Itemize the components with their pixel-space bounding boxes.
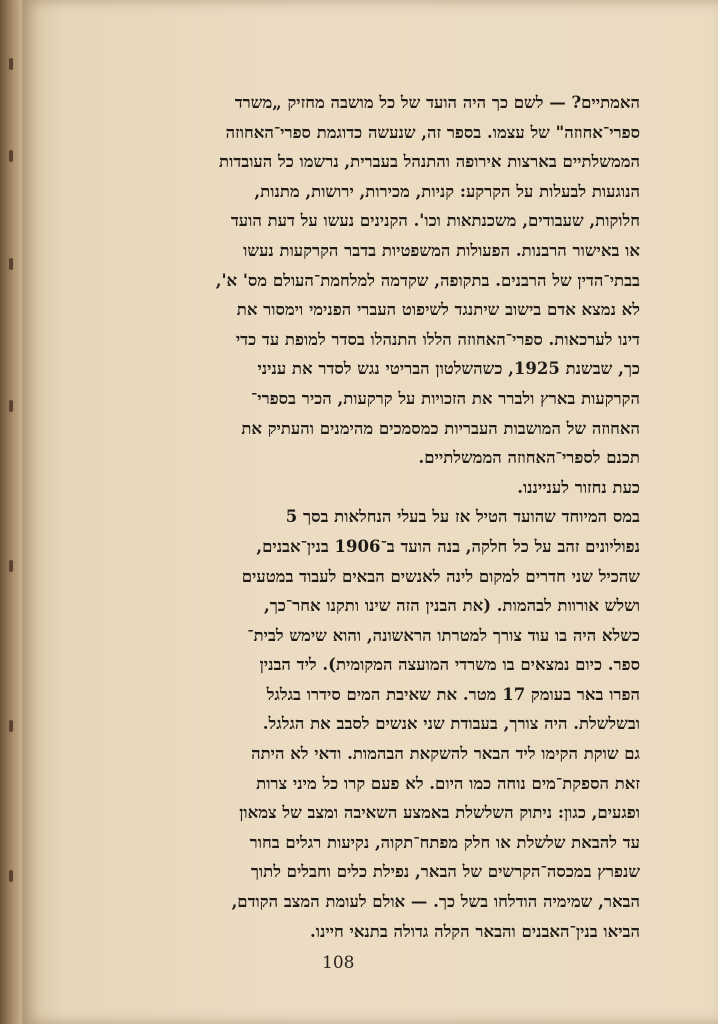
text-line: במס המיוחד שהועד הטיל אז על בעלי הנחלאות בסך 5	[285, 507, 640, 527]
text-line: גם שוקת הקימו ליד הבאר להשקאת הבהמות. ודאי לא היתה	[251, 744, 640, 764]
text-line: דינו לערכאות. ספרי־האחוזה הללו התנהלו בסדר למופת עד כדי	[235, 329, 640, 349]
text-line: ובשלשלת. היה צורך, בעבודת שני אנשים לסבב את הגלגל.	[262, 714, 640, 734]
text-line: כך, שבשנת 1925, כשהשלטון הבריטי נגש לסדר את עניני	[257, 359, 640, 379]
text-line: הממשלתיים בארצות אירופה והתנהל בעברית, נרשמו כל העובדות	[219, 152, 640, 172]
text-line: זאת הספקת־מים נוחה כמו היום. לא פעם קרו כל מיני צרות	[256, 773, 640, 793]
book-page	[22, 0, 718, 1024]
text-line: כשלא היה בו עוד צורך למטרתו הראשונה, והוא שימש לבית־	[247, 625, 640, 645]
text-line: ופגעים, כגון: ניתוק השלשלת באמצע השאיבה ומצב של צמאון	[239, 803, 640, 823]
text-line: לא נמצא אדם בישוב שיתנגד לשיפוט העברי הפנימי וימסור את	[236, 300, 640, 320]
text-line: האמתיים? — לשם כך היה הועד של כל מושבה מחזיק „משרד	[234, 93, 640, 112]
text-line: הפרו באר בעומק 17 מטר. את שאיבת המים סידרו בגלגל	[266, 684, 640, 704]
text-line: חלוקות, שעבודים, משכנתאות וכו'. הקנינים נעשו על דעת הועד	[230, 211, 640, 231]
binding-stitch	[9, 258, 13, 270]
text-line: או באישור הרבנות. הפעולות המשפטיות בדבר הקרקעות נעשו	[243, 240, 640, 260]
binding-stitch	[9, 560, 13, 572]
binding-stitch	[9, 400, 13, 412]
binding-stitch	[9, 870, 13, 882]
text-line: תכנם לספרי־האחוזה הממשלתיים.	[418, 448, 640, 468]
text-line: האחוזה של המושבות העבריות כמסמכים מהימנים והעתיק את	[241, 418, 640, 438]
page-number: 108	[322, 953, 355, 973]
binding-stitch	[9, 58, 13, 70]
text-line: הקרקעות בארץ ולברר את הזכויות על קרקעות, הכיר בספרי־	[250, 388, 640, 408]
text-line: שהכיל שני חדרים למקום לינה לאנשים הבאים לעבוד במטעים	[241, 566, 640, 586]
text-line: ספר. כיום נמצאים בו משרדי המועצה המקומית). ליד הבנין	[259, 655, 640, 675]
binding-stitch	[9, 150, 13, 162]
binding-stitch	[9, 720, 13, 732]
text-line: ושלש אורוות לבהמות. (את הבנין הזה שינו ותקנו אחר־כך,	[263, 596, 640, 616]
text-line: בבתי־הדין של הרבנים. בתקופה, שקדמה למלחמת־העולם מס' א',	[215, 270, 640, 290]
text-line: הנוגעות לבעלות על הקרקע: קניות, מכירות, ירושות, מתנות,	[254, 181, 640, 201]
page-body-text	[96, 88, 640, 946]
text-line: עד להבאת שלשלת או חלק מפתח־תקוה, נקיעות רגלים בחור	[249, 832, 640, 852]
book-binding	[0, 0, 22, 1024]
text-line: כעת נחזור לענייננו.	[517, 477, 640, 497]
text-line: ספרי־אחוזה" של עצמו. בספר זה, שנעשה כדוגמת ספרי־האחוזה	[225, 122, 640, 142]
text-line: נפוליונים זהב על כל חלקה, בנה הועד ב־1906 בנין־אבנים,	[256, 536, 640, 556]
text-line: הביאו בנין־האבנים והבאר הקלה גדולה בתנאי חיינו.	[310, 921, 640, 941]
text-line: שנפרץ במכסה־הקרשים של הבאר, נפילת כלים וחבלים לתוך	[250, 862, 640, 882]
text-line: הבאר, שמימיה הודלחו בשל כך. — אולם לעומת המצב הקודם,	[231, 892, 640, 912]
